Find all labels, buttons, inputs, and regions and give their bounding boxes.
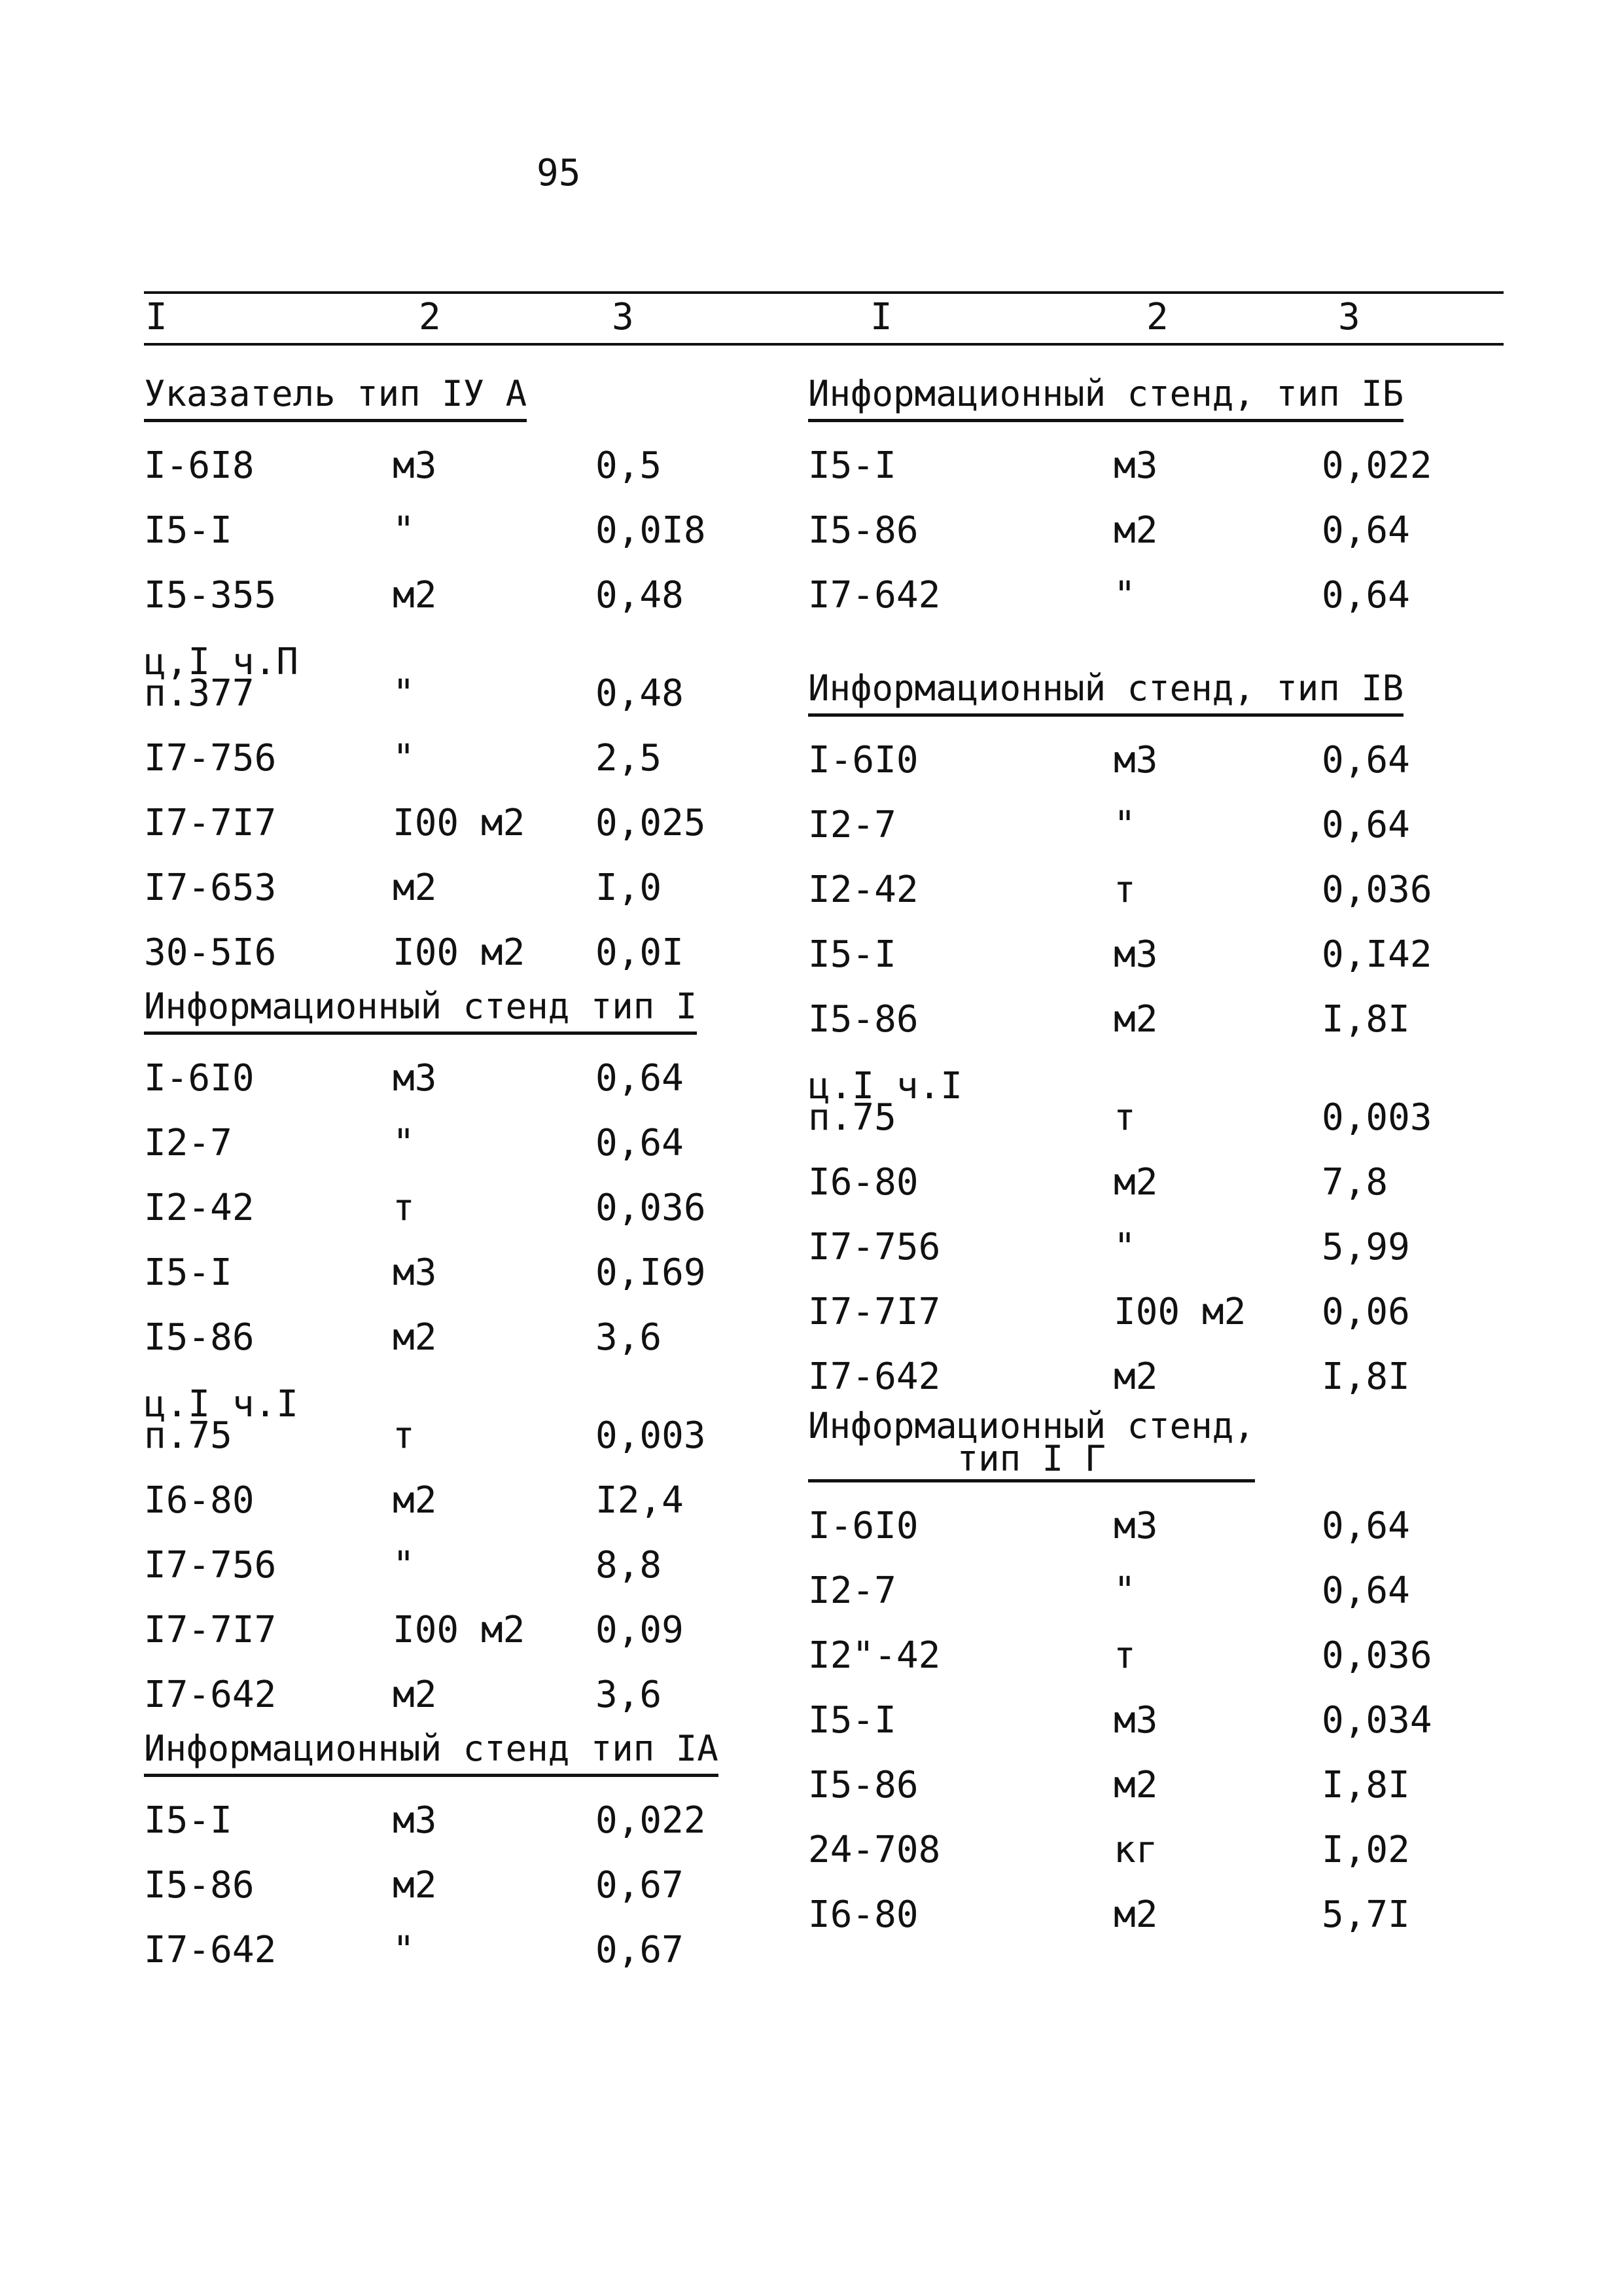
table-row [808, 1559, 1489, 1624]
table-row [144, 1918, 798, 1983]
unit-cell: " [393, 672, 415, 715]
code-cell: I-6I0 [144, 1057, 255, 1100]
unit-cell: м3 [1114, 933, 1158, 976]
section-title: Указатель тип IУ А [144, 373, 527, 422]
page-number: 95 [537, 152, 581, 194]
quantity-cell: 0,06 [1322, 1291, 1410, 1333]
code-cell: ц.I ч.I п.75 [808, 1065, 963, 1139]
quantity-cell: 5,99 [1322, 1226, 1410, 1268]
code-cell: I5-I [144, 1251, 232, 1294]
table-row [144, 628, 798, 726]
table-row [808, 1215, 1489, 1280]
code-cell: I2-42 [808, 869, 919, 911]
code-cell: I7-642 [808, 574, 941, 617]
section-spacer [808, 628, 1489, 668]
unit-cell: м2 [1114, 1893, 1158, 1936]
quantity-cell: 0,036 [1322, 869, 1432, 911]
quantity-cell: 0,48 [595, 672, 684, 715]
code-cell: I5-I [144, 509, 232, 552]
code-cell: I5-355 [144, 574, 277, 617]
code-cell: I-6I8 [144, 444, 255, 487]
quantity-cell: 0,025 [595, 802, 706, 844]
quantity-cell: 0,022 [1322, 444, 1432, 487]
code-cell: I-6I0 [808, 1505, 919, 1547]
quantity-cell: 0,64 [595, 1122, 684, 1164]
table-row [808, 1494, 1489, 1559]
quantity-cell: 0,67 [595, 1864, 684, 1907]
code-cell: I5-86 [144, 1864, 255, 1907]
quantity-cell: 0,034 [1322, 1699, 1432, 1742]
table-row [144, 1534, 798, 1598]
unit-cell: м2 [1114, 1355, 1158, 1398]
right-section [808, 668, 1489, 1410]
section-title: Информационный стенд тип I [144, 986, 697, 1035]
unit-cell: I00 м2 [1114, 1291, 1246, 1333]
table-row [144, 1306, 798, 1371]
table-row [808, 1345, 1489, 1410]
table-row [808, 434, 1489, 499]
quantity-cell: 0,003 [595, 1414, 706, 1457]
unit-cell: м2 [1114, 1161, 1158, 1204]
quantity-cell: 3,6 [595, 1674, 662, 1716]
code-cell: I-6I0 [808, 739, 919, 781]
code-cell: I6-80 [808, 1893, 919, 1936]
left-section [144, 1728, 798, 1983]
code-cell: I7-642 [808, 1355, 941, 1398]
table-row [808, 1689, 1489, 1753]
code-cell: I7-642 [144, 1674, 277, 1716]
unit-cell: " [1114, 1226, 1136, 1268]
code-cell: 24-708 [808, 1829, 941, 1871]
table-row [808, 923, 1489, 988]
quantity-cell: 0,48 [595, 574, 684, 617]
unit-cell: м2 [1114, 509, 1158, 552]
quantity-cell: 0,64 [595, 1057, 684, 1100]
code-cell: I7-756 [144, 737, 277, 780]
right-col-3-header: 3 [1338, 296, 1360, 338]
unit-cell: " [393, 509, 415, 552]
code-cell: ц,I ч.П п.377 [144, 641, 299, 715]
table-top-rule [144, 291, 1504, 294]
quantity-cell: 0,64 [1322, 1570, 1410, 1612]
unit-cell: I00 м2 [393, 802, 525, 844]
left-col-3-header: 3 [612, 296, 634, 338]
table-row [808, 1818, 1489, 1883]
code-cell: I5-86 [808, 509, 919, 552]
unit-cell: м3 [1114, 1699, 1158, 1742]
code-cell: I5-I [808, 444, 896, 487]
table-row [144, 726, 798, 791]
table-row [144, 1111, 798, 1176]
unit-cell: м2 [393, 867, 437, 909]
quantity-cell: 0,64 [1322, 804, 1410, 846]
unit-cell: м3 [393, 1799, 437, 1842]
left-section [144, 373, 798, 986]
table-row [808, 728, 1489, 793]
table-row [808, 1753, 1489, 1818]
code-cell: I7-7I7 [144, 802, 277, 844]
table-row [144, 1598, 798, 1663]
table-row [808, 1151, 1489, 1215]
table-row [144, 1789, 798, 1854]
left-column [144, 373, 798, 1983]
table-row [808, 988, 1489, 1052]
table-row [144, 791, 798, 856]
unit-cell: м3 [1114, 444, 1158, 487]
right-col-2-header: 2 [1146, 296, 1169, 338]
quantity-cell: 0,I69 [595, 1251, 706, 1294]
table-row [144, 434, 798, 499]
unit-cell: I00 м2 [393, 1609, 525, 1651]
code-cell: I7-642 [144, 1929, 277, 1971]
code-cell: I5-I [808, 1699, 896, 1742]
table-header-rule [144, 343, 1504, 346]
code-cell: I5-I [144, 1799, 232, 1842]
code-cell: I2"-42 [808, 1634, 941, 1677]
table-row [144, 564, 798, 628]
code-cell: I2-42 [144, 1187, 255, 1229]
quantity-cell: 0,64 [1322, 739, 1410, 781]
code-cell: I7-7I7 [808, 1291, 941, 1333]
code-cell: I6-80 [144, 1479, 255, 1522]
table-row [144, 1854, 798, 1918]
quantity-cell: I2,4 [595, 1479, 684, 1522]
quantity-cell: 8,8 [595, 1544, 662, 1587]
right-col-1-header: I [870, 296, 892, 338]
unit-cell: т [1114, 1096, 1136, 1139]
table-row [144, 856, 798, 921]
code-cell: I7-7I7 [144, 1609, 277, 1651]
table-row [144, 1241, 798, 1306]
unit-cell: м2 [1114, 1764, 1158, 1806]
unit-cell: " [1114, 804, 1136, 846]
unit-cell: " [393, 1544, 415, 1587]
quantity-cell: 0,036 [1322, 1634, 1432, 1677]
unit-cell: м2 [393, 574, 437, 617]
unit-cell: т [393, 1187, 415, 1229]
unit-cell: м2 [393, 1479, 437, 1522]
quantity-cell: 3,6 [595, 1316, 662, 1359]
code-cell: I5-86 [808, 998, 919, 1041]
code-cell: I6-80 [808, 1161, 919, 1204]
code-cell: I2-7 [808, 1570, 896, 1612]
quantity-cell: I,8I [1322, 1764, 1410, 1806]
unit-cell: м3 [1114, 739, 1158, 781]
quantity-cell: 0,09 [595, 1609, 684, 1651]
table-row [808, 858, 1489, 923]
section-title: Информационный стенд, тип IБ [808, 373, 1403, 422]
quantity-cell: 5,7I [1322, 1893, 1410, 1936]
code-cell: I7-653 [144, 867, 277, 909]
code-cell: ц.I ч.I п.75 [144, 1383, 299, 1457]
quantity-cell: 0,036 [595, 1187, 706, 1229]
unit-cell: " [393, 737, 415, 780]
code-cell: I5-86 [144, 1316, 255, 1359]
table-row [144, 1371, 798, 1469]
table-row [144, 921, 798, 986]
code-cell: I2-7 [808, 804, 896, 846]
quantity-cell: 0,0I8 [595, 509, 706, 552]
section-title: Информационный стенд тип IА [144, 1728, 718, 1777]
code-cell: I7-756 [144, 1544, 277, 1587]
table-row [808, 793, 1489, 858]
unit-cell: " [1114, 574, 1136, 617]
unit-cell: м2 [393, 1674, 437, 1716]
table-row [808, 1883, 1489, 1948]
right-section [808, 1405, 1489, 1948]
code-cell: I2-7 [144, 1122, 232, 1164]
unit-cell: " [393, 1122, 415, 1164]
code-cell: I5-I [808, 933, 896, 976]
unit-cell: кг [1114, 1829, 1158, 1871]
quantity-cell: 0,I42 [1322, 933, 1432, 976]
quantity-cell: 2,5 [595, 737, 662, 780]
unit-cell: т [1114, 869, 1136, 911]
table-row [144, 1176, 798, 1241]
table-row [808, 499, 1489, 564]
unit-cell: I00 м2 [393, 931, 525, 974]
right-section [808, 373, 1489, 628]
left-col-1-header: I [145, 296, 168, 338]
table-row [144, 1663, 798, 1728]
unit-cell: м3 [1114, 1505, 1158, 1547]
left-section [144, 986, 798, 1728]
quantity-cell: 7,8 [1322, 1161, 1388, 1204]
code-cell: I7-756 [808, 1226, 941, 1268]
code-cell: 30-5I6 [144, 931, 277, 974]
quantity-cell: I,8I [1322, 998, 1410, 1041]
column-header-row [0, 296, 1624, 342]
unit-cell: м3 [393, 444, 437, 487]
unit-cell: м2 [393, 1864, 437, 1907]
table-row [144, 1047, 798, 1111]
quantity-cell: 0,5 [595, 444, 662, 487]
table-row [808, 564, 1489, 628]
quantity-cell: 0,64 [1322, 509, 1410, 552]
unit-cell: " [393, 1929, 415, 1971]
quantity-cell: 0,022 [595, 1799, 706, 1842]
quantity-cell: 0,64 [1322, 574, 1410, 617]
unit-cell: м2 [393, 1316, 437, 1359]
quantity-cell: I,02 [1322, 1829, 1410, 1871]
left-col-2-header: 2 [419, 296, 441, 338]
unit-cell: м3 [393, 1057, 437, 1100]
right-column [808, 373, 1489, 1948]
table-row [808, 1624, 1489, 1689]
unit-cell: м3 [393, 1251, 437, 1294]
quantity-cell: 0,003 [1322, 1096, 1432, 1139]
section-title: Информационный стенд, тип IВ [808, 668, 1403, 717]
table-row [144, 1469, 798, 1534]
code-cell: I5-86 [808, 1764, 919, 1806]
table-row [808, 1280, 1489, 1345]
quantity-cell: I,8I [1322, 1355, 1410, 1398]
section-title: Информационный стенд, тип I Г [808, 1410, 1255, 1482]
unit-cell: т [393, 1414, 415, 1457]
unit-cell: м2 [1114, 998, 1158, 1041]
quantity-cell: 0,67 [595, 1929, 684, 1971]
unit-cell: " [1114, 1570, 1136, 1612]
table-row [808, 1052, 1489, 1151]
table-row [144, 499, 798, 564]
quantity-cell: 0,0I [595, 931, 684, 974]
unit-cell: т [1114, 1634, 1136, 1677]
quantity-cell: 0,64 [1322, 1505, 1410, 1547]
quantity-cell: I,0 [595, 867, 662, 909]
